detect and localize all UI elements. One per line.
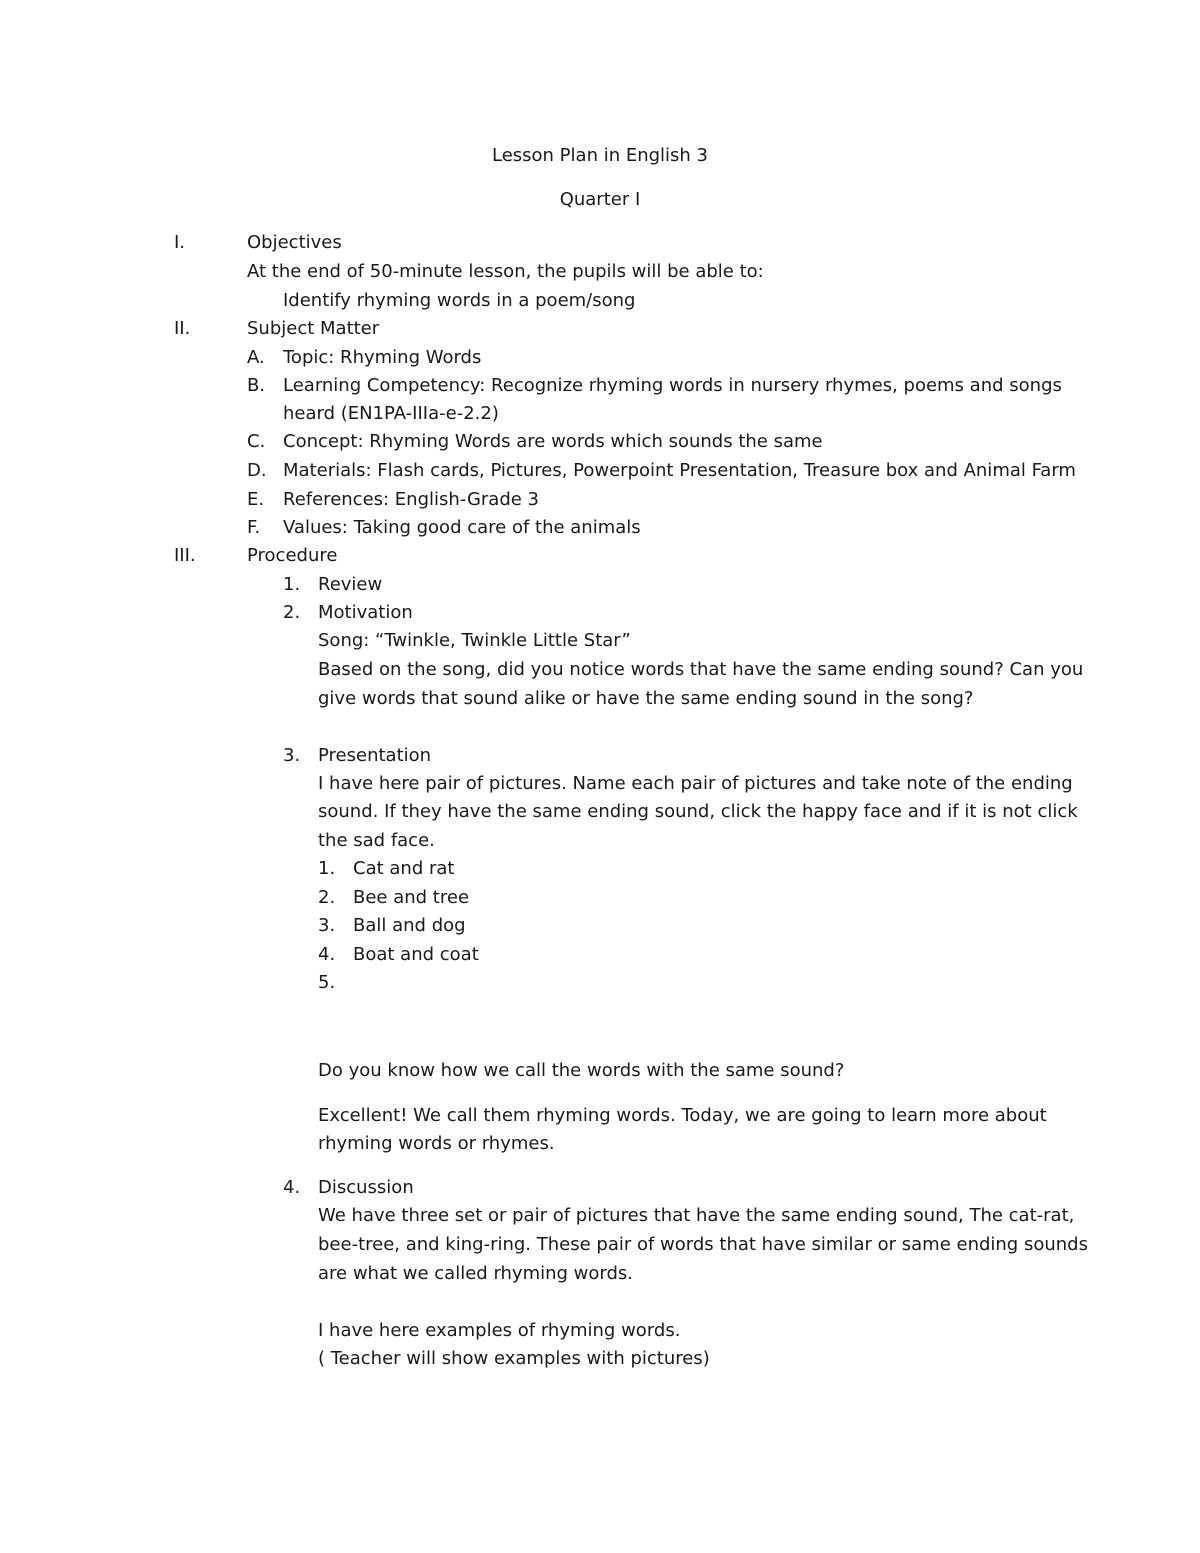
quarter-label: Quarter I (559, 189, 641, 210)
pair-item: Bee and tree (353, 887, 470, 908)
objectives-intro: At the end of 50-minute lesson, the pupils will be able to: (247, 261, 764, 282)
section-numeral-objectives: I. (174, 232, 186, 253)
subject-item-letter: E. (247, 489, 265, 510)
procedure-step-number: 1. (283, 574, 301, 595)
subject-item-letter: B. (247, 375, 266, 396)
subject-item-letter: C. (247, 431, 266, 452)
subject-item-letter: D. (247, 460, 267, 481)
section-numeral-procedure: III. (174, 545, 196, 566)
presentation-answer-cont: rhyming words or rhymes. (318, 1133, 555, 1154)
presentation-text: the sad face. (318, 830, 435, 851)
procedure-step-number: 3. (283, 745, 301, 766)
procedure-step-number: 2. (283, 602, 301, 623)
section-heading-objectives: Objectives (247, 232, 342, 253)
pair-number: 2. (318, 887, 336, 908)
subject-item-topic: Topic: Rhyming Words (283, 347, 482, 368)
section-numeral-subject-matter: II. (174, 318, 191, 339)
procedure-step-review: Review (318, 574, 383, 595)
pair-item: Boat and coat (353, 944, 479, 965)
pair-number: 4. (318, 944, 336, 965)
discussion-text: We have three set or pair of pictures that have the same ending sound, The cat-rat, (318, 1205, 1075, 1226)
procedure-step-discussion: Discussion (318, 1177, 414, 1198)
subject-item-competency-cont: heard (EN1PA-IIIa-e-2.2) (283, 403, 499, 424)
discussion-text: are what we called rhyming words. (318, 1263, 634, 1284)
pair-item: Ball and dog (353, 915, 466, 936)
subject-item-values: Values: Taking good care of the animals (283, 517, 641, 538)
subject-item-materials: Materials: Flash cards, Pictures, Powerpoint Presentation, Treasure box and Animal Farm (283, 460, 1076, 481)
pair-item: Cat and rat (353, 858, 455, 879)
presentation-question: Do you know how we call the words with the same sound? (318, 1060, 845, 1081)
section-heading-procedure: Procedure (247, 545, 338, 566)
pair-number: 3. (318, 915, 336, 936)
examples-text: I have here examples of rhyming words. (318, 1320, 681, 1341)
document-title: Lesson Plan in English 3 (492, 145, 708, 166)
motivation-song: Song: “Twinkle, Twinkle Little Star” (318, 630, 631, 651)
presentation-answer: Excellent! We call them rhyming words. Today, we are going to learn more about (318, 1105, 1047, 1126)
motivation-question: Based on the song, did you notice words that have the same ending sound? Can you (318, 659, 1084, 680)
pair-number: 1. (318, 858, 336, 879)
procedure-step-number: 4. (283, 1177, 301, 1198)
presentation-text: I have here pair of pictures. Name each pair of pictures and take note of the ending (318, 773, 1073, 794)
objectives-item: Identify rhyming words in a poem/song (283, 290, 636, 311)
examples-note: ( Teacher will show examples with pictures) (318, 1348, 710, 1369)
subject-item-letter: A. (247, 347, 265, 368)
section-heading-subject-matter: Subject Matter (247, 318, 380, 339)
subject-item-concept: Concept: Rhyming Words are words which sounds the same (283, 431, 823, 452)
subject-item-competency: Learning Competency: Recognize rhyming words in nursery rhymes, poems and songs (283, 375, 1062, 396)
presentation-text: sound. If they have the same ending sound, click the happy face and if it is not click (318, 801, 1078, 822)
procedure-step-motivation: Motivation (318, 602, 413, 623)
procedure-step-presentation: Presentation (318, 745, 432, 766)
subject-item-letter: F. (247, 517, 261, 538)
motivation-question-cont: give words that sound alike or have the same ending sound in the song? (318, 688, 974, 709)
subject-item-references: References: English-Grade 3 (283, 489, 540, 510)
discussion-text: bee-tree, and king-ring. These pair of words that have similar or same ending sounds (318, 1234, 1088, 1255)
pair-number: 5. (318, 972, 336, 993)
